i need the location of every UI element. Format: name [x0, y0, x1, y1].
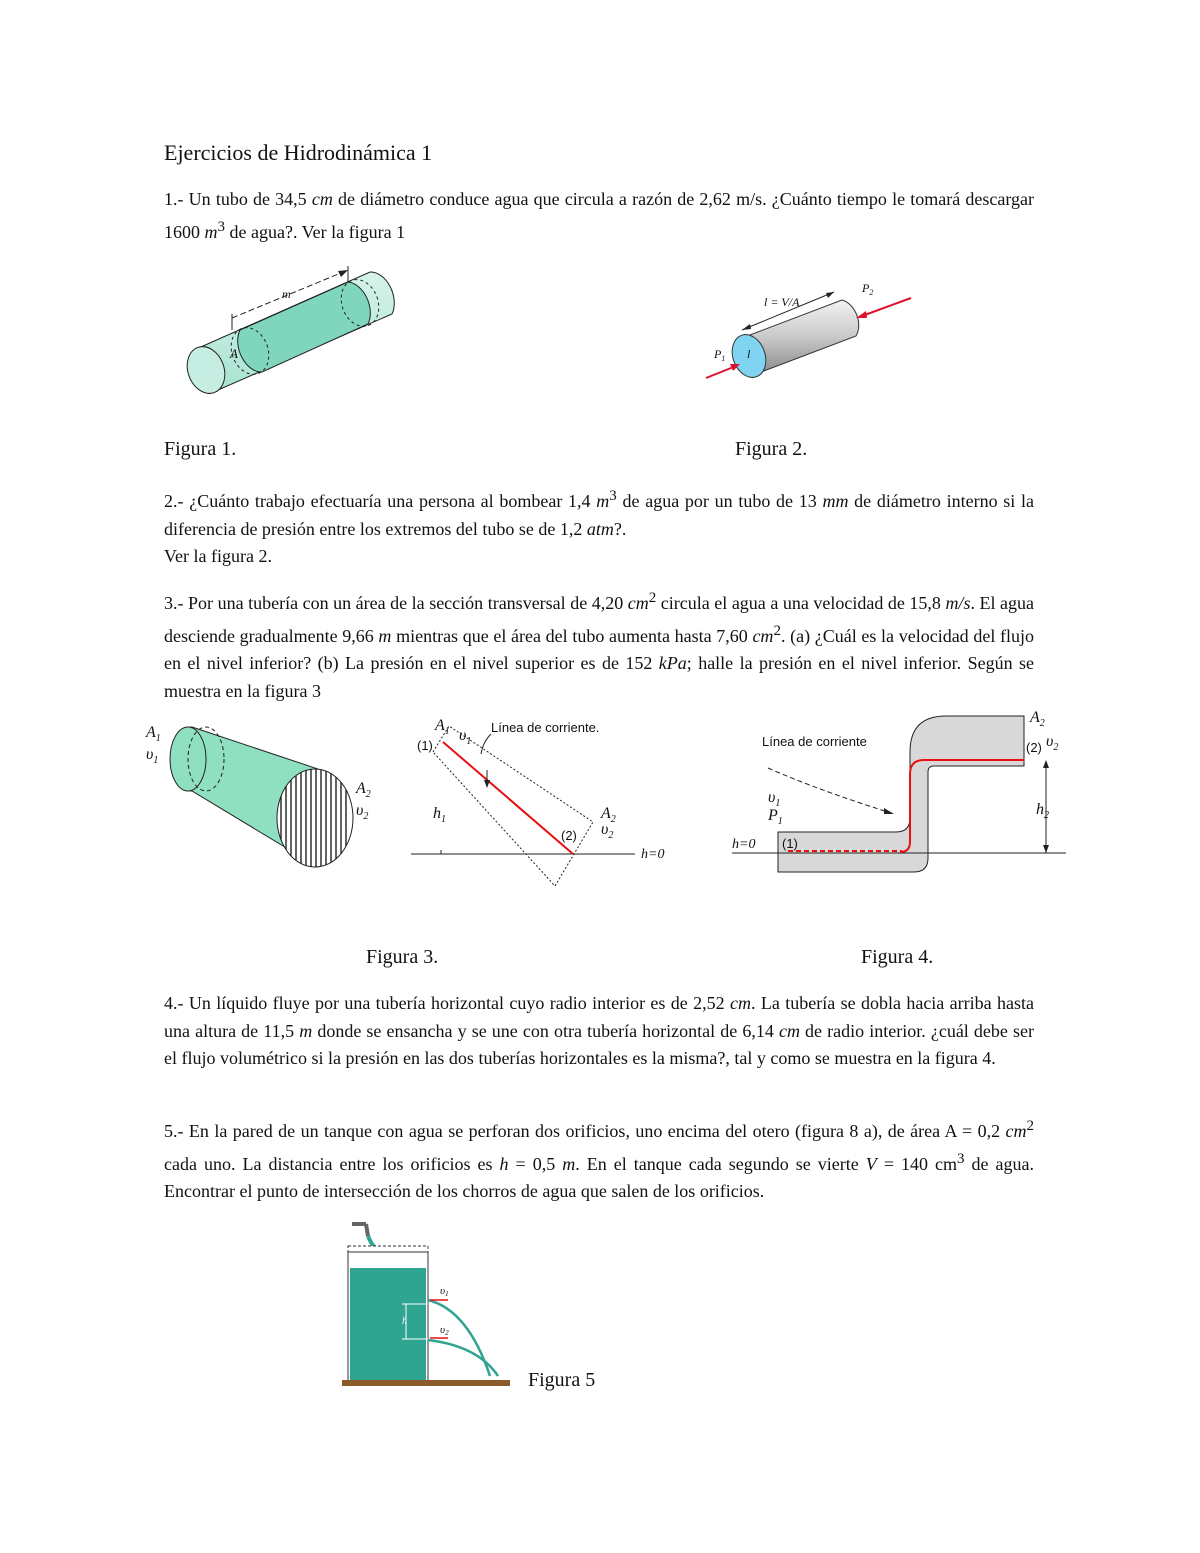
fig5-v1-label: $\upsilon_1$	[768, 789, 781, 809]
problem-2: 2.- ¿Cuánto trabajo efectuaría una persona al bombear 1,4 $m^3$ de agua por un tubo de 13 mm de diámetro interno si la diferencia de presión entre los extremos del tubo se de 1,2 atm?. Ver la figura 2.	[164, 488, 1034, 566]
fig5-h2-label: $h_2$	[1036, 801, 1049, 821]
fig6-h-label: h	[402, 1316, 407, 1327]
fig4-a1-label: $A_1$	[435, 717, 450, 737]
fig4-point-2: (2)	[561, 828, 577, 843]
fig2-center-label: l	[747, 347, 751, 361]
page-title: Ejercicios de Hidrodinámica 1	[164, 140, 433, 165]
caption-figure-3: Figura 3.	[366, 946, 439, 968]
fig3-a2-label: $A_2$	[356, 780, 371, 800]
fig6-v1-label: υ1	[440, 1285, 449, 1298]
problem-3: 3.- Por una tubería con un área de la sección transversal de 4,20 $cm^2$ circula el agua a una velocidad de 15,8 m/s. El agua desciende gradualmente 9,66 m mientras que el área del tubo aumenta hasta 7,60 $cm^2$. (a) ¿Cuál es la velocidad del flujo en el nivel inferior? (b) La presión en el nivel superior es de 152 kPa; halle la presión en el nivel inferior. Según se muestra en la figura 3	[164, 590, 1034, 701]
fig1-length-label: m	[282, 287, 291, 301]
fig4-streamline-label: Línea de corriente.	[491, 720, 600, 735]
fig5-a2-label: $A_2$	[1030, 709, 1045, 729]
fig4-v2-label: $\upsilon_2$	[601, 821, 614, 841]
figure-4-inclined	[405, 712, 680, 894]
fig5-p1-label: $P_1$	[768, 807, 783, 827]
caption-figure-2: Figura 2.	[735, 438, 808, 460]
problem-4: 4.- Un líquido fluye por una tubería horizontal cuyo radio interior es de 2,52 cm. La tubería se dobla hacia arriba hasta una altura de 11,5 m donde se ensancha y se une con otra tubería horizontal de 6,14 cm de radio interior. ¿cuál debe ser el flujo volumétrico si la presión en las dos tuberías horizontales es la misma?, tal y como se muestra en la figura 4.	[164, 993, 1034, 1068]
fig1-area-label: A	[230, 346, 238, 361]
fig4-h1-label: $h_1$	[433, 805, 446, 825]
fig5-streamline-label: Línea de corriente	[762, 734, 867, 749]
fig3-a1-label: $A_1$	[146, 724, 161, 744]
fig4-point-1: (1)	[417, 738, 433, 753]
fig5-point-2: (2)	[1026, 740, 1042, 755]
fig2-p2-label: $P_2$	[862, 281, 874, 297]
fig2-length-label: l = V/A	[764, 295, 800, 309]
fig4-a2-label: $A_2$	[601, 805, 616, 825]
fig5-point-1: (1)	[782, 836, 798, 851]
fig4-v1-label: $\upsilon_1$	[459, 727, 472, 747]
problem-1: 1.- Un tubo de 34,5 cm de diámetro conduce agua que circula a razón de 2,62 m/s. ¿Cuánto tiempo le tomará descargar 1600 $m^3$ de agua?. Ver la figura 1	[164, 189, 1035, 242]
caption-figure-1: Figura 1.	[164, 438, 237, 460]
fig5-v2-label: $\upsilon_2$	[1046, 733, 1059, 753]
fig3-v1-label: $\upsilon_1$	[146, 746, 159, 766]
fig3-v2-label: $\upsilon_2$	[356, 802, 369, 822]
fig2-p1-label: $P_1$	[714, 347, 726, 363]
caption-figure-5: Figura 5	[528, 1369, 596, 1391]
figure-3	[140, 715, 385, 875]
fig6-v2-label: υ2	[440, 1324, 449, 1337]
figure-4-stepped	[728, 708, 1070, 876]
problem-5: 5.- En la pared de un tanque con agua se perforan dos orificios, uno encima del otero (figura 8 a), de área A = 0,2 $cm^2$ cada uno. La distancia entre los orificios es h = 0,5 m. En el tanque cada segundo se vierte V = 140 $cm^3$ de agua. Encontrar el punto de intersección de los chorros de agua que salen de los orificios.	[164, 1118, 1035, 1201]
caption-figure-4: Figura 4.	[861, 946, 934, 968]
figure-1	[170, 262, 410, 402]
fig5-h0-label: h=0	[732, 837, 756, 852]
figure-5-tank	[340, 1218, 520, 1390]
fig4-h0-label: h=0	[641, 847, 665, 862]
figure-2	[706, 278, 921, 388]
